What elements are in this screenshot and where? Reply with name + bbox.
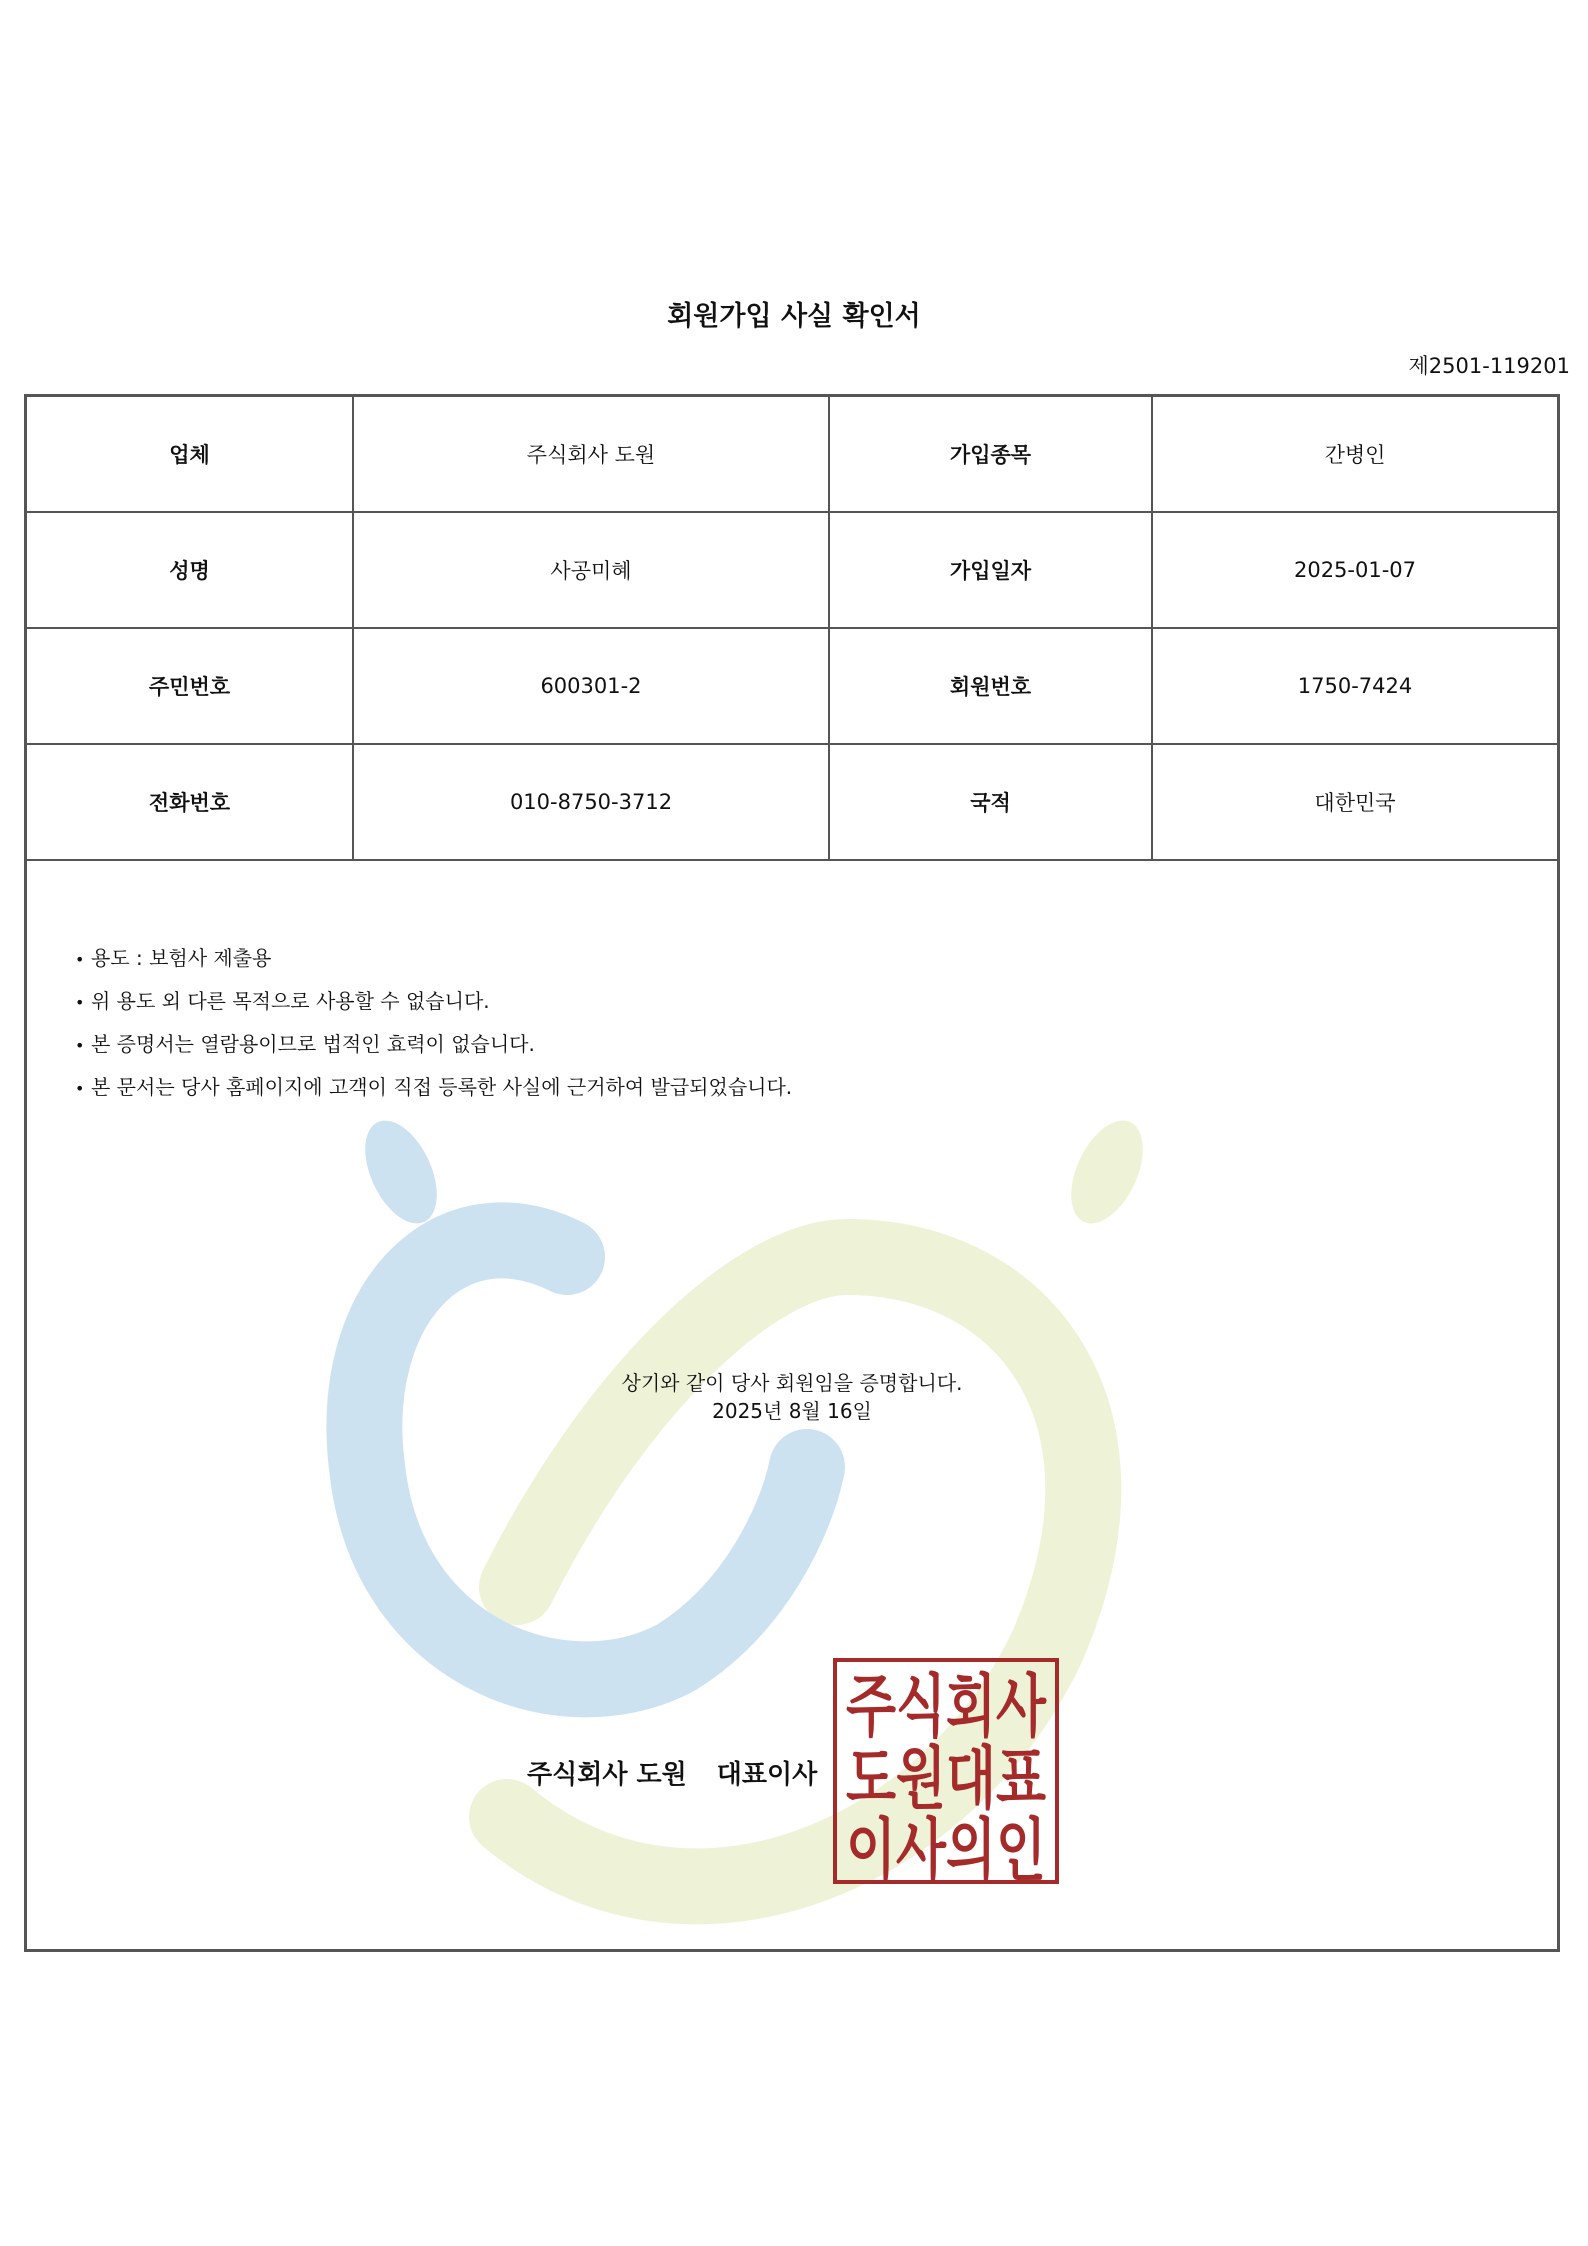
phone-value: 010-8750-3712 — [353, 744, 829, 860]
table-row — [27, 628, 1557, 744]
svg-text:주식회사: 주식회사 — [846, 1668, 1047, 1747]
list-item: • 위 용도 외 다른 목적으로 사용할 수 없습니다. — [75, 980, 792, 1023]
table-row — [27, 397, 1557, 512]
watermark-blue-arc — [364, 1240, 807, 1679]
join-date-label: 가입일자 — [829, 512, 1152, 628]
signer-company: 주식회사 도원 — [527, 1760, 687, 1790]
svg-text:이사의인: 이사의인 — [846, 1812, 1046, 1891]
membership-type-label: 가입종목 — [829, 397, 1152, 512]
watermark-blue-dot — [351, 1109, 452, 1234]
signer-position: 대표이사 — [716, 1760, 818, 1790]
resident-number-label: 주민번호 — [27, 628, 353, 744]
watermark-green-dot — [1057, 1109, 1158, 1234]
member-number-label: 회원번호 — [829, 628, 1152, 744]
document-frame — [24, 394, 1560, 1952]
page-title: 회원가입 사실 확인서 — [667, 301, 921, 332]
svg-text:도원대표: 도원대표 — [846, 1740, 1047, 1819]
seal-text — [846, 1668, 1047, 1891]
company-label: 업체 — [27, 397, 353, 512]
list-item: • 본 문서는 당사 홈페이지에 고객이 직접 등록한 사실에 근거하여 발급되었습니다. — [75, 1066, 792, 1109]
document-number: 제2501-119201 — [1408, 354, 1570, 378]
nationality-label: 국적 — [829, 744, 1152, 860]
issue-date: 2025년 8월 16일 — [712, 1399, 872, 1423]
member-info-table — [27, 397, 1557, 861]
resident-number-value: 600301-2 — [353, 628, 829, 744]
logo-watermark — [327, 1137, 1287, 2037]
name-label: 성명 — [27, 512, 353, 628]
company-value: 주식회사 도원 — [353, 397, 829, 512]
list-item: • 본 증명서는 열람용이므로 법적인 효력이 없습니다. — [75, 1023, 792, 1066]
table-row — [27, 744, 1557, 860]
company-seal-stamp — [833, 1658, 1059, 1891]
member-number-value: 1750-7424 — [1152, 628, 1557, 744]
certification-statement: 상기와 같이 당사 회원임을 증명합니다. — [621, 1371, 963, 1395]
membership-type-value: 간병인 — [1152, 397, 1557, 512]
join-date-value: 2025-01-07 — [1152, 512, 1557, 628]
name-value: 사공미혜 — [353, 512, 829, 628]
list-item: • 용도 : 보험사 제출용 — [75, 937, 792, 980]
usage-notes — [75, 937, 792, 1109]
signer-block — [527, 1754, 817, 1791]
table-row — [27, 512, 1557, 628]
certification-block — [27, 1369, 1557, 1425]
nationality-value: 대한민국 — [1152, 744, 1557, 860]
phone-label: 전화번호 — [27, 744, 353, 860]
